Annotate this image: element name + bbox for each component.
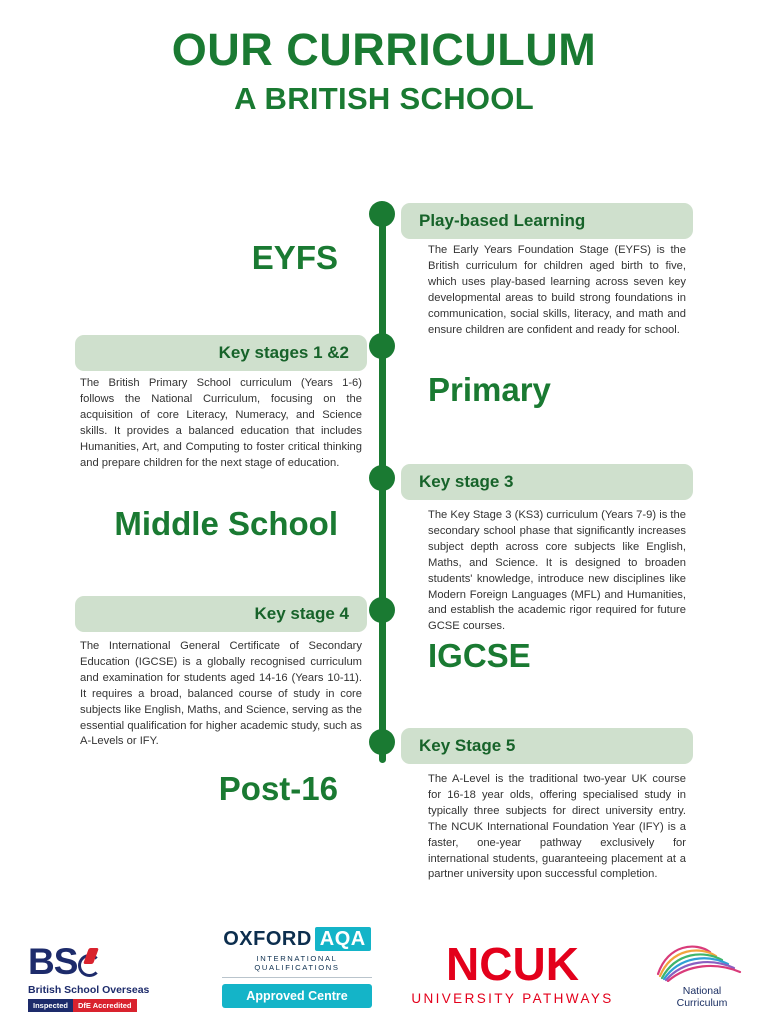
stage-pill-label: Key stages 1 &2 xyxy=(218,343,349,362)
page-title: OUR CURRICULUM xyxy=(171,24,597,75)
stage-pill-label: Key stage 4 xyxy=(254,604,349,623)
stage-pill-primary xyxy=(75,335,367,371)
oxford-aqa-subtitle: INTERNATIONAL QUALIFICATIONS xyxy=(222,954,372,978)
stage-title-post16: Post-16 xyxy=(218,770,338,807)
stage-title-igcse: IGCSE xyxy=(428,637,531,674)
stage-pill-key-stage-5 xyxy=(401,728,693,764)
timeline-node-igcse xyxy=(369,597,395,623)
stage-body-primary: The British Primary School curriculum (Years 1-6) follows the National Curriculum, focusing on the acquisition of core Literacy, Numeracy, and Science skills. It provides a balanced education that includes Humanities, Art, and Computing to foster critical thinking and prepare children for the next stage of education. xyxy=(80,377,362,469)
bso-swoosh-icon xyxy=(78,948,98,974)
stage-pill-eyfs xyxy=(401,203,693,239)
page-subtitle: A BRITISH SCHOOL xyxy=(234,81,534,117)
stage-pill-label: Key stage 3 xyxy=(419,472,514,491)
national-curriculum-line2: Curriculum xyxy=(676,997,728,1010)
bso-inspected-tag: Inspected xyxy=(28,999,73,1012)
bso-accredited-tag: DfE Accredited xyxy=(73,999,137,1012)
stage-body-middle-school: The Key Stage 3 (KS3) curriculum (Years 7-9) is the secondary school phase that significantly increases subject depth across core subjects like English, Maths, and Science. It is designed to broaden students' knowledge, introduce new disciplines like Modern Foreign Languages (MFL) and Humanities, and establish the academic rigor required for future GCSE courses. xyxy=(428,509,686,633)
stage-body-post16: The A-Level is the traditional two-year UK course for 16-18 year olds, offering specialised study in typically three subjects for direct university entry. The NCUK International Foundation Year (IFY) is a faster, one-year pathway exclusively for international students, guaranteeing placement at a partner university upon successful completion. xyxy=(428,773,686,881)
ncuk-tagline: UNIVERSITY PATHWAYS xyxy=(411,991,614,1006)
bso-name: British School Overseas xyxy=(28,984,150,996)
stage-body-eyfs: The Early Years Foundation Stage (EYFS) is the British curriculum for children aged birth to five, which uses play-based learning across seven key developmental areas to build strong foundations in communication, social skills, literacy, and math and ensure children are confident and ready for school. xyxy=(428,244,686,336)
timeline-node-eyfs xyxy=(369,201,395,227)
national-curriculum-swirl-icon xyxy=(650,940,754,982)
timeline-node-middle-school xyxy=(369,465,395,491)
oxford-word: OXFORD xyxy=(223,928,312,950)
ncuk-wordmark: NCUK xyxy=(446,938,579,990)
stage-pill-key-stage-3 xyxy=(401,464,693,500)
stage-title-primary: Primary xyxy=(428,371,551,408)
stage-pill-label: Key Stage 5 xyxy=(419,736,516,755)
bso-letters: BS xyxy=(28,941,78,982)
page-header xyxy=(0,26,768,117)
national-curriculum-line1: National xyxy=(682,984,722,997)
logo-national-curriculum xyxy=(650,940,754,1010)
stage-body-igcse: The International General Certificate of Secondary Education (IGCSE) is a globally recognised curriculum and examination for students aged 14-16 (Years 10-11). It requires a broad, balanced course of study in core subjects like English, Maths, and Science, serving as the essential qualification for higher academic study, such as A-Levels or IFY. xyxy=(80,640,362,748)
timeline-node-post16 xyxy=(369,729,395,755)
logo-ncuk xyxy=(405,938,620,1006)
oxford-aqa-badge: Approved Centre xyxy=(222,984,372,1008)
logo-bso xyxy=(28,941,168,1012)
stage-title-middle-school: Middle School xyxy=(114,505,338,542)
national-curriculum-label xyxy=(650,985,754,1010)
stage-pill-key-stage-4 xyxy=(75,596,367,632)
timeline-node-primary xyxy=(369,333,395,359)
aqa-word: AQA xyxy=(315,927,371,951)
footer-logos xyxy=(0,904,768,1024)
stage-title-eyfs: EYFS xyxy=(251,239,338,276)
logo-oxford-aqa xyxy=(222,928,372,1008)
stage-pill-label: Play-based Learning xyxy=(419,211,586,230)
